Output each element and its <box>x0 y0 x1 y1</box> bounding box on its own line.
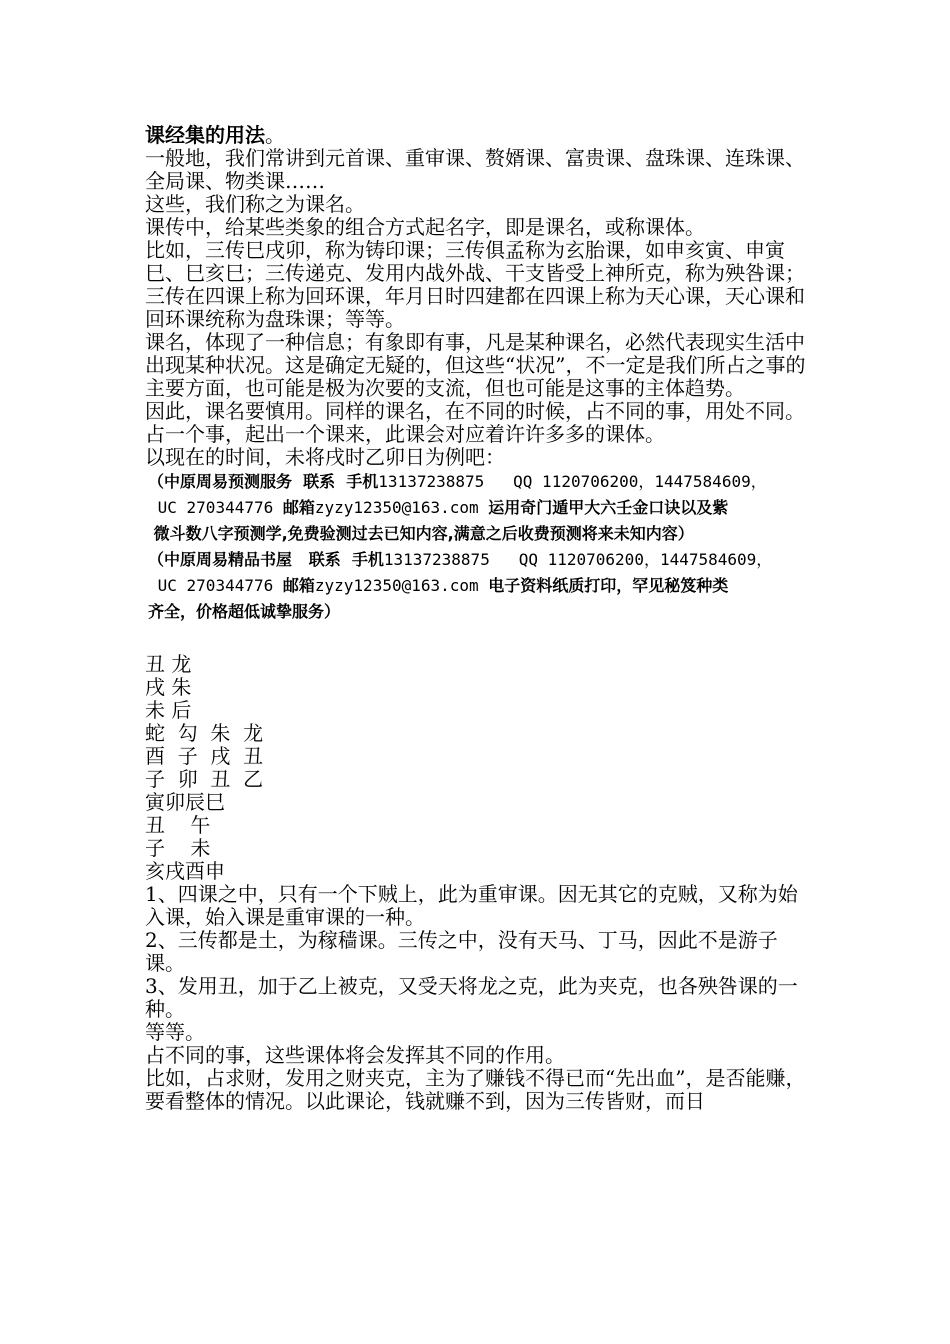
ad-line <box>145 495 815 521</box>
paragraph: 3、发用丑，加于乙上被克，又受天将龙之克，此为夹克，也各殃咎课的一种。 <box>145 974 798 1021</box>
paragraph: 一般地，我们常讲到元首课、重审课、赘婿课、富贵课、盘珠课、连珠课、全局课、物类课…… <box>145 146 805 193</box>
paragraph: 1、四课之中，只有一个下贼上，此为重审课。因无其它的克贼，又称为始入课，始入课是重审课的一种。 <box>145 882 798 929</box>
ad-contact: UC 270344776 <box>148 576 283 595</box>
chart-line: 蛇 勾 朱 龙 <box>145 721 264 745</box>
ad-line: 齐全，价格超低诚挚服务） <box>148 602 341 621</box>
paragraph: 课名，体现了一种信息；有象即有事，凡是某种课名，必然代表现实生活中出现某种状况。这是确定无疑的，但这些“状况”，不一定是我们所占之事的主要方面，也可能是极为次要的支流，但也可能是这事的主体趋势。 <box>145 330 806 400</box>
advertisement-block-2 <box>145 547 815 625</box>
paragraph: 等等。 <box>145 1020 205 1044</box>
chart-line: 亥戌酉申 <box>145 859 225 883</box>
paragraph: 以现在的时间，未将戌时乙卯日为例吧： <box>145 445 505 469</box>
paragraph: 比如，占求财，发用之财夹克，主为了赚钱不得已而“先出血”，是否能赚，要看整体的情况。以此课论，钱就赚不到，因为三传皆财，而日 <box>145 1066 806 1113</box>
ad-email: zyzy12350@163.com <box>314 498 489 517</box>
chart-line: 丑 午 <box>145 813 211 837</box>
chart-line: 酉 子 戌 丑 <box>145 744 264 768</box>
ad-email: zyzy12350@163.com <box>314 576 489 595</box>
ad-line <box>145 573 815 599</box>
ad-contact: 13137238875 QQ 1120706200，1447584609， <box>383 550 773 569</box>
paragraph: 2、三传都是土，为稼穑课。三传之中，没有天马、丁马，因此不是游子课。 <box>145 928 778 975</box>
chart-line: 寅卯辰巳 <box>145 790 225 814</box>
ad-line <box>145 547 815 573</box>
spacer <box>145 625 815 653</box>
document-title-line <box>145 124 815 147</box>
ad-text: 运用奇门遁甲大六壬金口诀以及紫 <box>488 498 729 517</box>
chart-line: 丑 龙 <box>145 652 192 676</box>
chart-line: 戌 朱 <box>145 675 192 699</box>
advertisement-block-1 <box>145 469 815 547</box>
ad-text: （中原周易精品书屋 联系 手机 <box>148 550 384 569</box>
paragraph: 因此，课名要慎用。同样的课名，在不同的时候，占不同的事，用处不同。 <box>145 399 805 423</box>
paragraph: 比如，三传巳戌卯，称为铸印课；三传俱孟称为玄胎课，如申亥寅、申寅巳、巳亥巳；三传递克、发用内战外战、干支皆受上神所克，称为殃咎课；三传在四课上称为回环课，年月日时四建都在四课上称为天心课，天心课和回环课统称为盘珠课；等等。 <box>145 238 805 331</box>
paragraph: 课传中，给某些类象的组合方式起名字，即是课名，或称课体。 <box>145 215 705 239</box>
ad-contact: UC 270344776 <box>148 498 283 517</box>
ad-text: 电子资料纸质打印，罕见秘笈种类 <box>488 576 729 595</box>
ad-text: （中原周易预测服务 联系 手机 <box>148 472 379 491</box>
ad-line: 微斗数八字预测学,免费验测过去已知内容,满意之后收费预测将来未知内容） <box>148 524 694 543</box>
paragraph: 这些，我们称之为课名。 <box>145 192 365 216</box>
ad-contact: 13137238875 QQ 1120706200，1447584609， <box>378 472 767 491</box>
ad-line <box>145 469 815 495</box>
paragraph: 占不同的事，这些课体将会发挥其不同的作用。 <box>145 1043 565 1067</box>
ad-text: 邮箱 <box>282 498 315 517</box>
chart-line: 子 未 <box>145 836 211 860</box>
paragraph: 占一个事，起出一个课来，此课会对应着许许多多的课体。 <box>145 422 665 446</box>
ad-text: 邮箱 <box>282 576 315 595</box>
divination-chart <box>145 653 815 883</box>
document-title: 课经集的用法 <box>145 123 265 147</box>
chart-line: 子 卯 丑 乙 <box>145 767 264 791</box>
document-body <box>145 124 815 1113</box>
title-punctuation: 。 <box>265 123 285 147</box>
chart-line: 未 后 <box>145 698 192 722</box>
